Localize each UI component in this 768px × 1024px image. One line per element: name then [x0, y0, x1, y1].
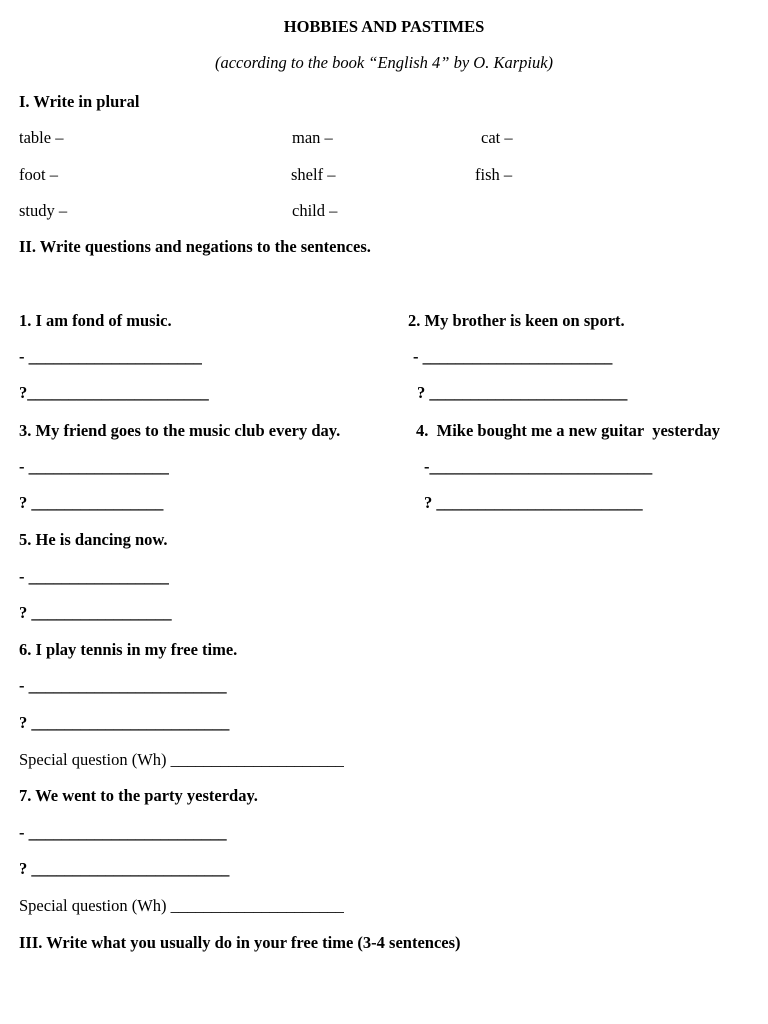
section1-heading: I. Write in plural	[19, 92, 140, 111]
negation-line-1[interactable]: - _____________________	[19, 347, 202, 366]
plural-item-study: study –	[19, 201, 68, 220]
sentence-5: 5. He is dancing now.	[19, 530, 168, 549]
negation-line-5[interactable]: - _________________	[19, 567, 169, 586]
sentence-2: 2. My brother is keen on sport.	[408, 311, 625, 330]
question-line-2[interactable]: ? ________________________	[417, 383, 628, 402]
plural-item-shelf: shelf –	[291, 165, 336, 184]
sentence-6: 6. I play tennis in my free time.	[19, 640, 238, 659]
special-question-line-7[interactable]: Special question (Wh) _____________________	[19, 896, 344, 915]
section2-heading: II. Write questions and negations to the sentences.	[19, 237, 371, 256]
negation-line-6[interactable]: - ________________________	[19, 676, 227, 695]
plural-item-foot: foot –	[19, 165, 58, 184]
section3-heading: III. Write what you usually do in your free time (3-4 sentences)	[19, 933, 461, 952]
question-line-6[interactable]: ? ________________________	[19, 713, 230, 732]
negation-line-4[interactable]: -___________________________	[424, 457, 653, 476]
question-line-3[interactable]: ? ________________	[19, 493, 164, 512]
sentence-1: 1. I am fond of music.	[19, 311, 172, 330]
special-question-line-6[interactable]: Special question (Wh) _____________________	[19, 750, 344, 769]
plural-item-cat: cat –	[481, 128, 513, 147]
page-title: HOBBIES AND PASTIMES	[283, 17, 485, 36]
negation-line-7[interactable]: - ________________________	[19, 823, 227, 842]
question-line-7[interactable]: ? ________________________	[19, 859, 230, 878]
question-line-1[interactable]: ?______________________	[19, 383, 209, 402]
sentence-4: 4. Mike bought me a new guitar yesterday	[416, 421, 721, 440]
question-line-4[interactable]: ? _________________________	[424, 493, 643, 512]
plural-item-table: table –	[19, 128, 64, 147]
negation-line-3[interactable]: - _________________	[19, 457, 169, 476]
sentence-7: 7. We went to the party yesterday.	[19, 786, 258, 805]
sentence-3: 3. My friend goes to the music club every day.	[19, 421, 341, 440]
negation-line-2[interactable]: - _______________________	[413, 347, 613, 366]
plural-item-child: child –	[292, 201, 338, 220]
question-line-5[interactable]: ? _________________	[19, 603, 172, 622]
plural-item-fish: fish –	[475, 165, 513, 184]
page-subtitle: (according to the book “English 4” by O. Karpiuk)	[214, 53, 554, 72]
plural-item-man: man –	[292, 128, 333, 147]
